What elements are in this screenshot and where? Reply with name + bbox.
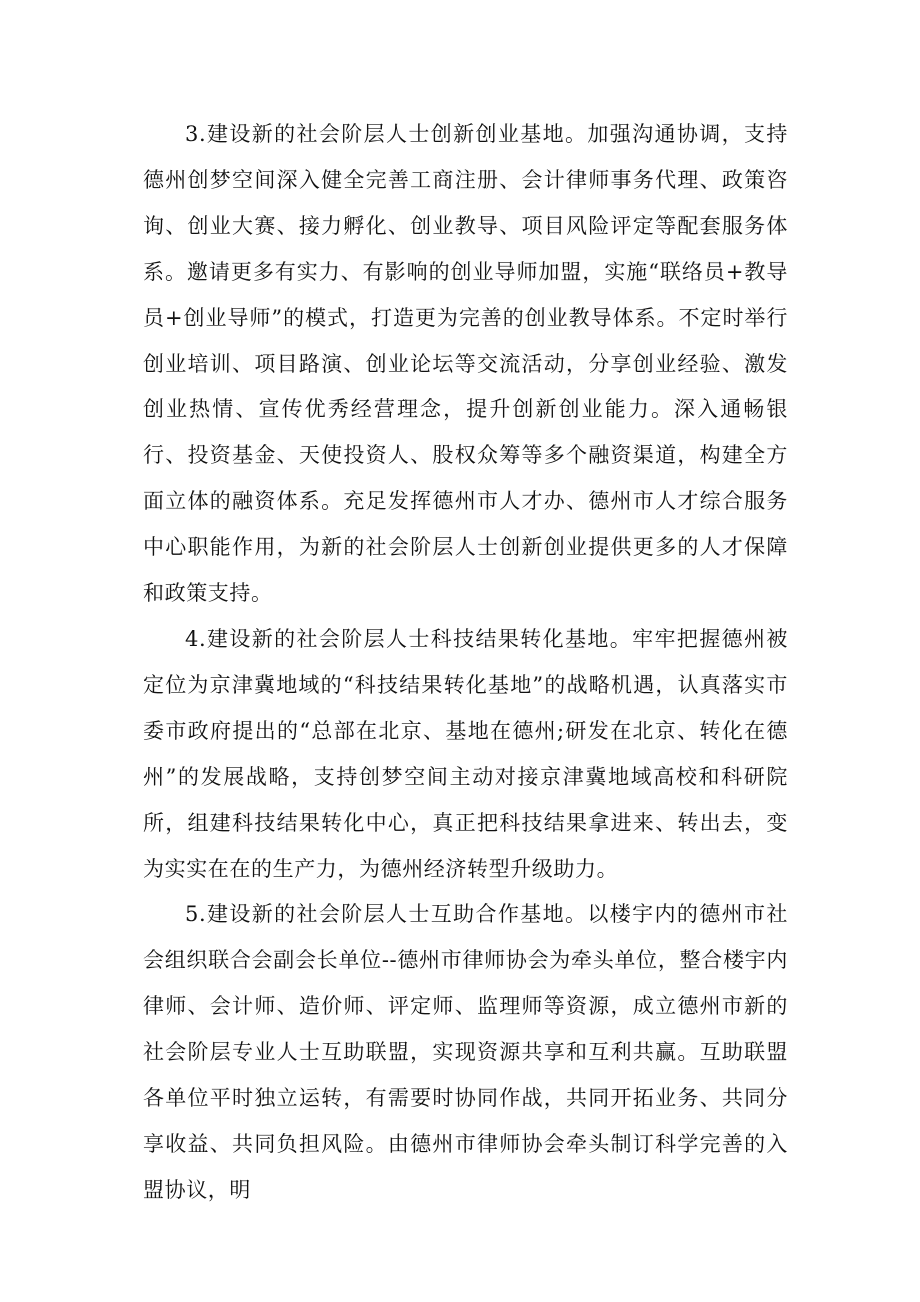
paragraph-5: 5.建设新的社会阶层人士互助合作基地。以楼宇内的德州市社会组织联合会副会长单位--德州市律师协会为牵头单位，整合楼宇内律师、会计师、造价师、评定师、监理师等资源，成立德州市新的社会阶层专业人士互助联盟，实现资源共享和互利共赢。互助联盟各单位平时独立运转，有需要时协同作战，共同开拓业务、共同分享收益、共同负担风险。由德州市律师协会牵头制订科学完善的入盟协议，明	[143, 902, 788, 1202]
paragraph-4: 4.建设新的社会阶层人士科技结果转化基地。牢牢把握德州被定位为京津冀地域的“科技结果转化基地”的战略机遇，认真落实市委市政府提出的“总部在北京、基地在德州;研发在北京、转化在德州”的发展战略，支持创梦空间主动对接京津冀地域高校和科研院所，组建科技结果转化中心，真正把科技结果拿进来、转出去，变为实实在在的生产力，为德州经济转型升级助力。	[143, 626, 788, 881]
paragraph-3: 3.建设新的社会阶层人士创新创业基地。加强沟通协调，支持德州创梦空间深入健全完善工商注册、会计律师事务代理、政策咨询、创业大赛、接力孵化、创业教导、项目风险评定等配套服务体系。邀请更多有实力、有影响的创业导师加盟，实施“联络员+教导员+创业导师”的模式，打造更为完善的创业教导体系。不定时举行创业培训、项目路演、创业论坛等交流活动，分享创业经验、激发创业热情、宣传优秀经营理念，提升创新创业能力。深入通畅银行、投资基金、天使投资人、股权众筹等多个融资渠道，构建全方面立体的融资体系。充足发挥德州市人才办、德州市人才综合服务中心职能作用，为新的社会阶层人士创新创业提供更多的人才保障和政策支持。	[143, 122, 788, 606]
document-body	[143, 112, 788, 1214]
